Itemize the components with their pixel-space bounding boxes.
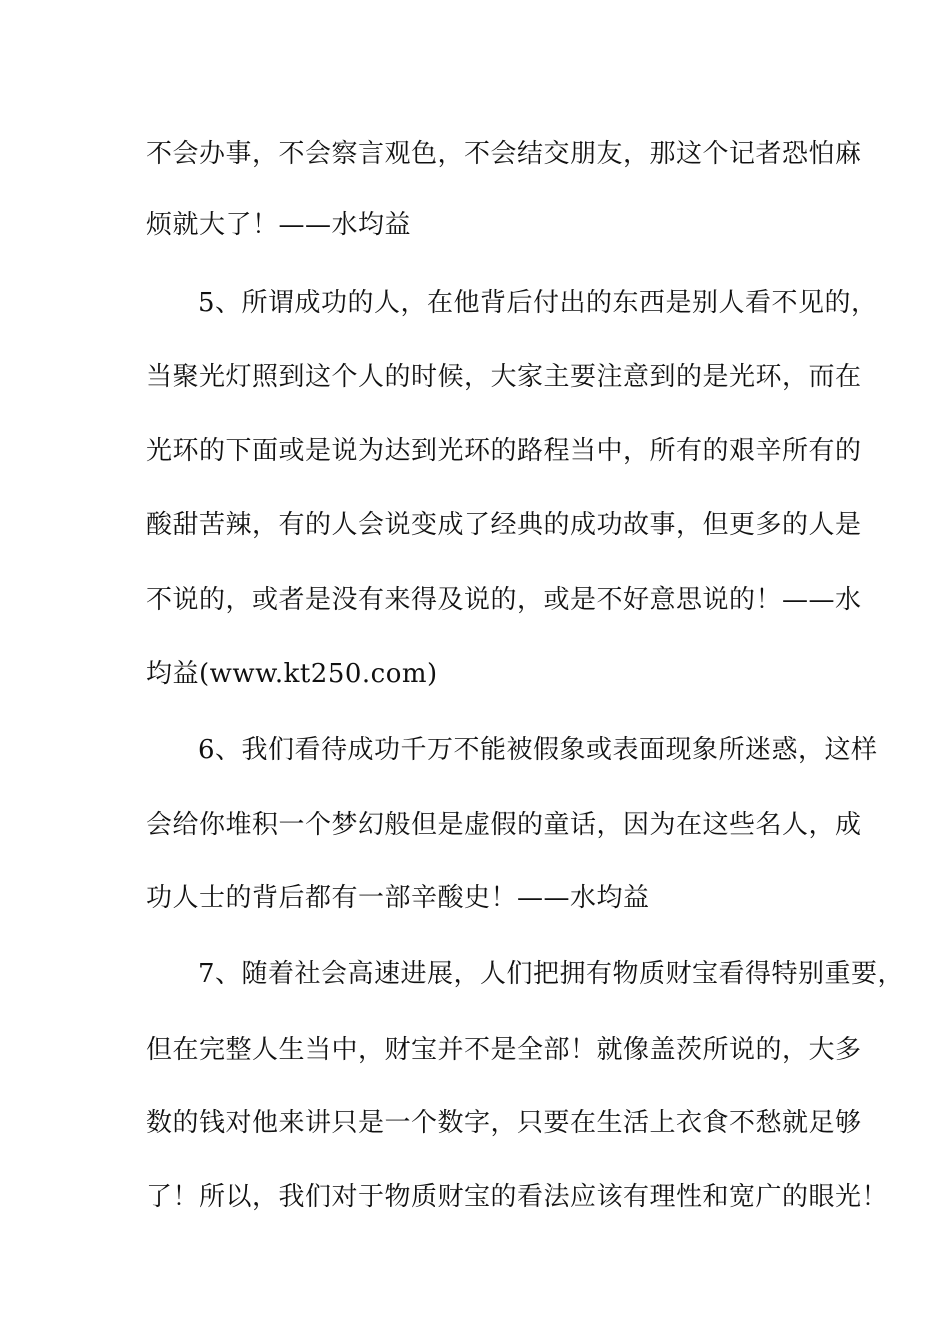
paragraph-start-line: 5、所谓成功的人，在他背后付出的东西是别人看不见的，: [198, 288, 878, 318]
paragraph-start-line: 7、随着社会高速进展，人们把拥有物质财宝看得特别重要，: [198, 959, 905, 989]
text-line: 酸甜苦辣，有的人会说变成了经典的成功故事，但更多的人是: [146, 510, 862, 540]
paragraph-start-line: 6、我们看待成功千万不能被假象或表面现象所迷惑，这样: [198, 735, 878, 765]
text-line: 数的钱对他来讲只是一个数字，只要在生活上衣食不愁就足够: [146, 1108, 862, 1138]
text-line: 了！所以，我们对于物质财宝的看法应该有理性和宽广的眼光！: [146, 1182, 889, 1212]
text-line: 不会办事，不会察言观色，不会结交朋友，那这个记者恐怕麻: [146, 139, 862, 169]
text-line: 会给你堆积一个梦幻般但是虚假的童话，因为在这些名人，成: [146, 810, 862, 840]
text-line: 但在完整人生当中，财宝并不是全部！就像盖茨所说的，大多: [146, 1035, 862, 1065]
text-line: 不说的，或者是没有来得及说的，或是不好意思说的！——水: [146, 585, 862, 615]
text-line: 烦就大了！——水均益: [146, 210, 412, 240]
text-line: 光环的下面或是说为达到光环的路程当中，所有的艰辛所有的: [146, 436, 862, 466]
text-line: 均益(www.kt250.com): [146, 659, 438, 689]
text-line: 当聚光灯照到这个人的时候，大家主要注意到的是光环，而在: [146, 362, 862, 392]
text-line: 功人士的背后都有一部辛酸史！——水均益: [146, 883, 650, 913]
